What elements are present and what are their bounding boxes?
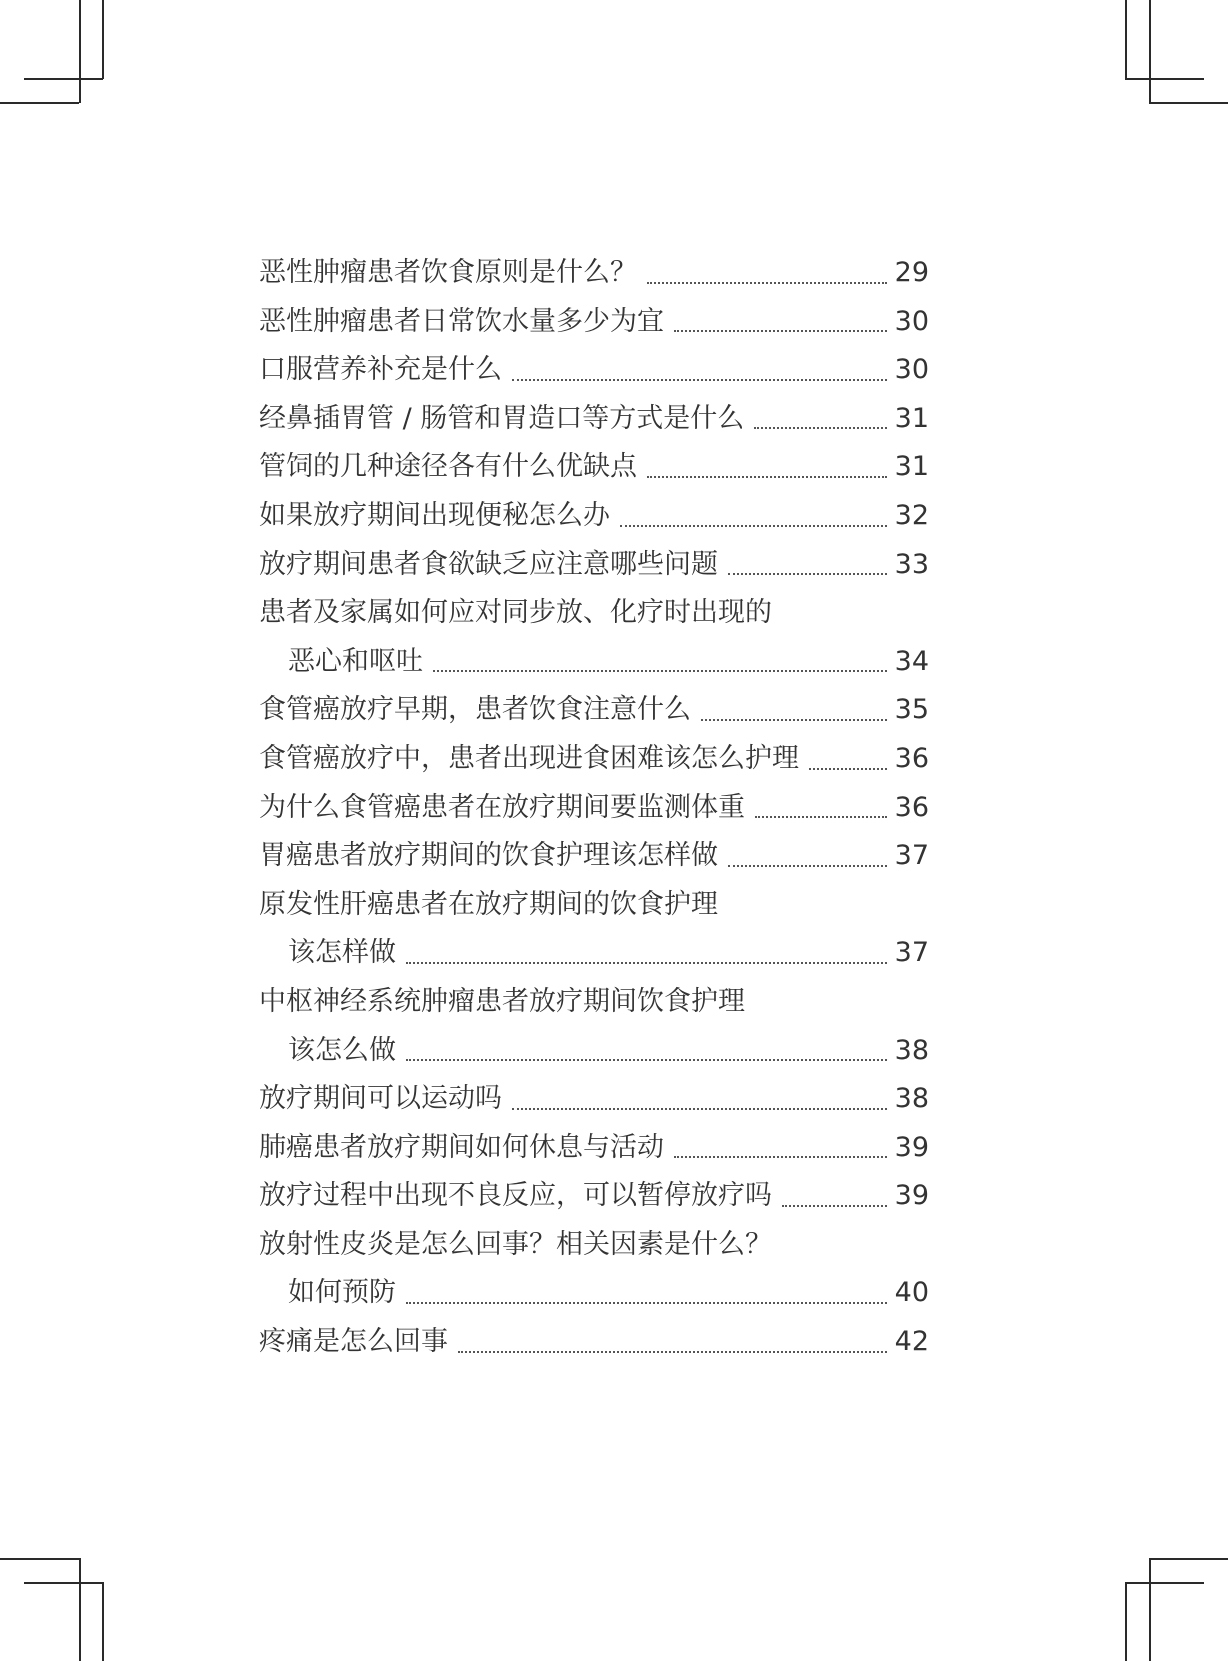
toc-entry[interactable] [259, 686, 929, 735]
toc-entry-title: 恶性肿瘤患者日常饮水量多少为宜 [259, 305, 664, 337]
toc-page-number: 31 [894, 402, 929, 434]
toc-page-number: 29 [894, 257, 929, 288]
toc-entry-title: 放疗期间可以运动吗 [259, 1083, 502, 1115]
toc-entry[interactable] [259, 1221, 929, 1270]
toc-entry-title: 放疗期间患者食欲缺乏应注意哪些问题 [259, 548, 718, 580]
dot-leader [512, 1107, 887, 1110]
toc-entry-title: 疼痛是怎么回事 [259, 1326, 448, 1358]
toc-page-number: 31 [894, 451, 929, 483]
toc-entry[interactable] [259, 298, 929, 347]
toc-entry-title: 该怎么做 [288, 1034, 396, 1066]
toc-entry[interactable] [259, 1172, 929, 1221]
dot-leader [406, 1301, 887, 1304]
toc-page-number: 39 [894, 1131, 929, 1163]
toc-entry-title: 为什么食管癌患者在放疗期间要监测体重 [259, 791, 745, 823]
toc-entry[interactable] [259, 589, 929, 638]
dot-leader [674, 329, 887, 332]
toc-entry-title: 如何预防 [288, 1277, 396, 1309]
toc-page-number: 30 [894, 354, 929, 386]
dot-leader [755, 815, 887, 818]
toc-page-number: 35 [894, 694, 929, 726]
toc-page-number: 39 [894, 1180, 929, 1212]
toc-entry-title: 胃癌患者放疗期间的饮食护理该怎样做 [259, 840, 718, 872]
toc-entry-continuation[interactable] [259, 1027, 929, 1076]
toc-entry-title: 食管癌放疗中，患者出现进食困难该怎么护理 [259, 742, 799, 774]
dot-leader [406, 961, 887, 964]
toc-entry-title: 原发性肝癌患者在放疗期间的饮食护理 [259, 888, 718, 920]
toc-entry-title: 该怎样做 [288, 937, 396, 969]
toc-entry[interactable] [259, 784, 929, 833]
toc-entry-title: 管饲的几种途径各有什么优缺点 [259, 451, 637, 483]
toc-page-number: 34 [894, 645, 929, 677]
toc-page-number: 38 [894, 1034, 929, 1066]
toc-page-number: 36 [894, 791, 929, 823]
toc-entry[interactable] [259, 249, 929, 298]
toc-page-number: 42 [894, 1326, 929, 1358]
toc-entry-title: 口服营养补充是什么 [259, 354, 502, 386]
toc-page-number: 30 [894, 305, 929, 337]
toc-page-number: 37 [894, 937, 929, 969]
toc-entry[interactable] [259, 395, 929, 444]
toc-entry-title: 放疗过程中出现不良反应，可以暂停放疗吗 [259, 1180, 772, 1212]
toc-entry[interactable] [259, 832, 929, 881]
dot-leader [512, 378, 887, 381]
toc-entry-title: 患者及家属如何应对同步放、化疗时出现的 [259, 597, 772, 629]
toc-entry[interactable] [259, 541, 929, 590]
toc-page-number: 40 [894, 1277, 929, 1309]
toc-entry[interactable] [259, 735, 929, 784]
dot-leader [754, 426, 887, 429]
dot-leader [406, 1058, 887, 1061]
toc-page-number: 37 [894, 840, 929, 872]
toc-entry[interactable] [259, 1124, 929, 1173]
toc-page-number: 38 [894, 1083, 929, 1115]
dot-leader [728, 864, 887, 867]
toc-entry[interactable] [259, 492, 929, 541]
toc-entry-title: 放射性皮炎是怎么回事？相关因素是什么？ [259, 1228, 772, 1260]
toc-entry[interactable] [259, 881, 929, 930]
toc-entry-title: 经鼻插胃管 / 肠管和胃造口等方式是什么 [259, 402, 745, 434]
toc-entry-continuation[interactable] [259, 1269, 929, 1318]
toc-page-number: 32 [894, 499, 929, 531]
toc-entry-title: 中枢神经系统肿瘤患者放疗期间饮食护理 [259, 985, 745, 1017]
dot-leader [674, 1155, 887, 1158]
toc-entry-continuation[interactable] [259, 929, 929, 978]
dot-leader [433, 669, 887, 672]
table-of-contents [259, 249, 929, 1367]
dot-leader [809, 767, 887, 770]
toc-entry[interactable] [259, 1318, 929, 1367]
dot-leader [647, 475, 887, 478]
dot-leader [647, 281, 887, 284]
toc-entry-title: 食管癌放疗早期，患者饮食注意什么 [259, 694, 691, 726]
toc-entry-continuation[interactable] [259, 638, 929, 687]
toc-entry-title: 恶心和呕吐 [288, 645, 423, 677]
toc-entry-title: 如果放疗期间出现便秘怎么办 [259, 499, 610, 531]
toc-entry[interactable] [259, 1075, 929, 1124]
toc-page-number: 33 [894, 548, 929, 580]
toc-entry-title: 肺癌患者放疗期间如何休息与活动 [259, 1131, 664, 1163]
dot-leader [782, 1204, 887, 1207]
toc-entry[interactable] [259, 978, 929, 1027]
toc-entry-title: 恶性肿瘤患者饮食原则是什么？ [259, 257, 637, 288]
dot-leader [701, 718, 887, 721]
toc-page-number: 36 [894, 742, 929, 774]
toc-entry[interactable] [259, 443, 929, 492]
dot-leader [728, 572, 887, 575]
toc-entry[interactable] [259, 346, 929, 395]
dot-leader [620, 524, 887, 527]
dot-leader [458, 1350, 887, 1353]
